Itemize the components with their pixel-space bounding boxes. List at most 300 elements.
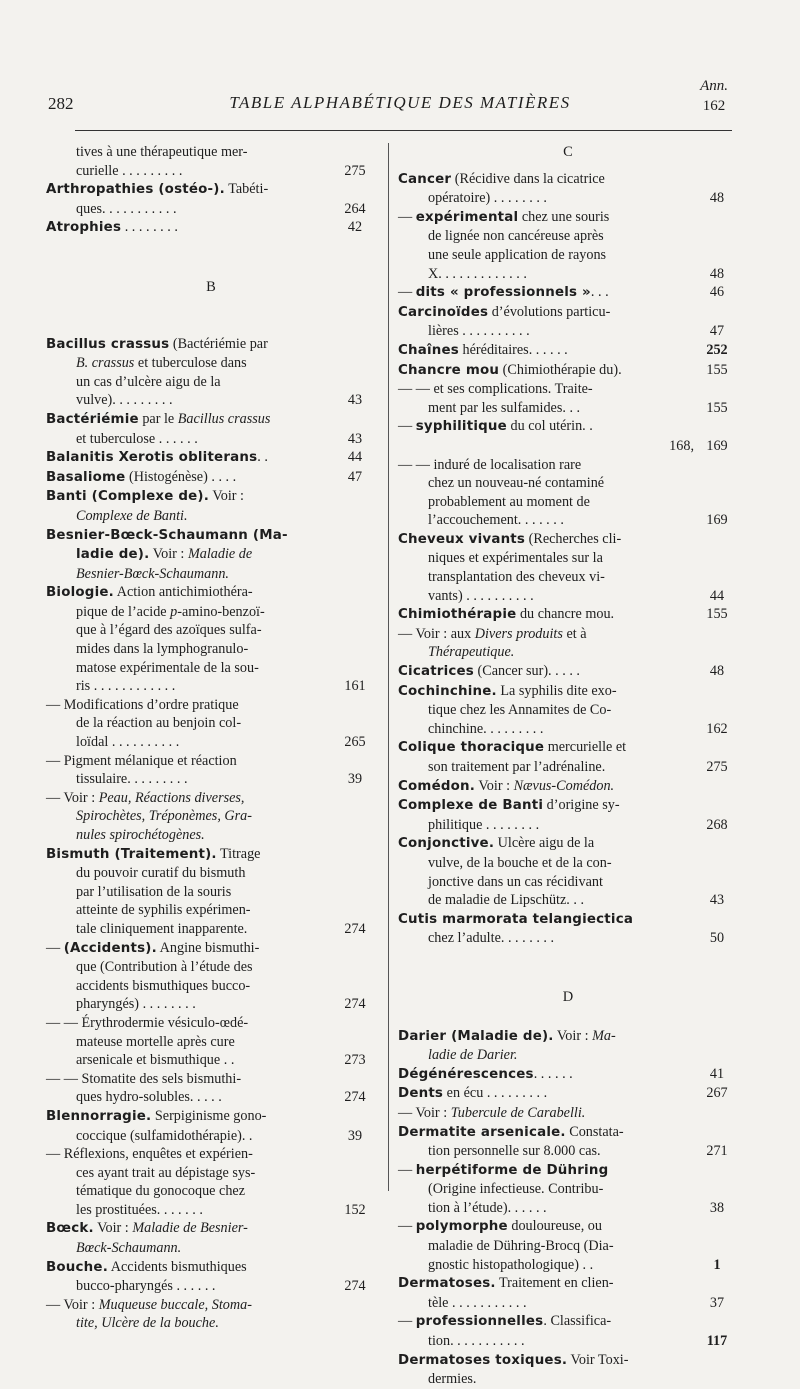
page-reference: 48 bbox=[709, 663, 725, 680]
entry-line bbox=[398, 530, 738, 550]
entry-text: par l’utilisation de la souris bbox=[76, 883, 232, 900]
entry-text: vulve). . . . . . . . . bbox=[76, 392, 173, 409]
entry-text: jonctive dans un cas récidivant bbox=[428, 873, 603, 890]
left-column bbox=[46, 143, 376, 1333]
entry-text: — Pigment mélanique et réaction bbox=[46, 752, 237, 769]
page-reference: 1 bbox=[713, 1256, 721, 1273]
entry-line bbox=[398, 361, 738, 381]
entry-headword: Arthropathies (ostéo-). bbox=[46, 182, 225, 198]
entry-text: coccique (sulfamidothérapie). . bbox=[76, 1127, 253, 1144]
entry-text: une seule application de rayons bbox=[428, 246, 607, 263]
index-entry bbox=[398, 1123, 738, 1161]
entry-text: (Récidive dans la cicatrice bbox=[451, 170, 605, 187]
entry-text: . . . . . . bbox=[533, 1065, 573, 1082]
entry-text: arsenicale et bismuthique . . bbox=[76, 1052, 235, 1069]
entry-line bbox=[46, 1145, 376, 1164]
entry-text: Angine bismuthi- bbox=[156, 939, 260, 956]
entry-text: curielle . . . . . . . . . bbox=[76, 162, 183, 179]
index-entry bbox=[398, 1084, 738, 1104]
entry-line bbox=[398, 816, 738, 835]
entry-text: Traitement en clien- bbox=[495, 1275, 614, 1292]
entry-line bbox=[46, 883, 376, 902]
entry-text: chez l’adulte. . . . . . . . bbox=[428, 930, 555, 947]
entry-text: — bbox=[46, 939, 64, 956]
entry-headword: Basaliome bbox=[46, 469, 126, 485]
volume-number: 162 bbox=[702, 98, 726, 114]
entry-text: Serpiginisme gono- bbox=[151, 1107, 267, 1124]
page-reference: 275 bbox=[706, 759, 728, 775]
entry-text: — Voir : bbox=[46, 789, 99, 806]
entry-text: — bbox=[398, 208, 416, 225]
header-rule bbox=[75, 130, 732, 131]
index-entry bbox=[398, 380, 738, 417]
index-entry bbox=[46, 143, 376, 180]
entry-italic-text: Complexe de Banti. bbox=[76, 507, 188, 524]
entry-text: opératoire) . . . . . . . . bbox=[428, 190, 547, 207]
index-entry bbox=[46, 752, 376, 789]
entry-line bbox=[398, 283, 738, 303]
entry-text: gnostic histopathologique) . . bbox=[428, 1256, 594, 1273]
entry-text: douloureuse, ou bbox=[507, 1218, 602, 1235]
entry-text: ques. . . . . . . . . . . bbox=[76, 200, 177, 217]
entry-text: mercurielle et bbox=[544, 739, 627, 756]
entry-line bbox=[46, 864, 376, 883]
entry-text: du chancre mou. bbox=[516, 606, 615, 623]
entry-italic-text: p bbox=[170, 603, 178, 620]
entry-text: chez un nouveau-né contaminé bbox=[428, 475, 605, 492]
page-reference: 275 bbox=[344, 162, 366, 179]
entry-line bbox=[398, 1180, 738, 1199]
entry-line bbox=[398, 1351, 738, 1371]
entry-line bbox=[46, 770, 376, 789]
entry-line bbox=[46, 845, 376, 865]
entry-text: . . . bbox=[590, 284, 609, 301]
entry-headword: dits « professionnels » bbox=[415, 285, 591, 301]
entry-headword: Cochinchine. bbox=[398, 683, 497, 699]
entry-text: un cas d’ulcère aigu de la bbox=[76, 373, 221, 390]
entry-text: La syphilis dite exo- bbox=[496, 682, 617, 699]
entry-text: Titrage bbox=[216, 845, 261, 862]
entry-italic-text: Thérapeutique. bbox=[428, 644, 515, 661]
entry-line bbox=[46, 468, 376, 488]
page-reference: 274 bbox=[344, 920, 366, 937]
entry-line bbox=[398, 265, 738, 284]
entry-text: — — Stomatite des sels bismuthi- bbox=[46, 1070, 242, 1087]
entry-headword: professionnelles bbox=[415, 1314, 544, 1330]
entry-line bbox=[398, 456, 738, 475]
annales-reference bbox=[700, 76, 728, 116]
entry-text: . . bbox=[257, 449, 268, 466]
index-entry bbox=[46, 845, 376, 939]
index-entry bbox=[46, 1296, 376, 1333]
entry-line bbox=[46, 218, 376, 238]
index-entry bbox=[46, 335, 376, 410]
entry-line bbox=[46, 200, 376, 219]
entry-line bbox=[398, 1123, 738, 1143]
entry-headword: Bœck. bbox=[46, 1221, 94, 1237]
entry-line bbox=[398, 1237, 738, 1256]
entry-text: — Réflexions, enquêtes et expérien- bbox=[46, 1146, 253, 1163]
page-reference: 39 bbox=[347, 771, 363, 788]
entry-headword: Comédon. bbox=[398, 778, 476, 794]
entry-line bbox=[398, 246, 738, 265]
entry-text: loïdal . . . . . . . . . . bbox=[76, 734, 180, 751]
entry-italic-text: Peau, Réactions diverses, bbox=[98, 789, 245, 806]
page-reference: 43 bbox=[709, 892, 725, 909]
index-entry bbox=[398, 1027, 738, 1065]
index-entry bbox=[398, 605, 738, 625]
page-reference: 50 bbox=[709, 930, 725, 947]
entry-text: niques et expérimentales sur la bbox=[428, 550, 603, 567]
entry-text: — — et ses complications. Traite- bbox=[398, 381, 593, 398]
page-reference: 48 bbox=[709, 190, 725, 207]
entry-text: l’accouchement. . . . . . . bbox=[428, 512, 564, 529]
entry-headword: Cancer bbox=[398, 171, 452, 187]
column-separator bbox=[388, 143, 389, 1191]
entry-headword: Chancre mou bbox=[398, 362, 500, 378]
index-entry bbox=[398, 208, 738, 283]
entry-headword: Chimiothérapie bbox=[398, 607, 517, 623]
entry-text: Voir : bbox=[93, 1220, 133, 1237]
entry-text: — bbox=[398, 1161, 416, 1178]
entry-line bbox=[398, 1161, 738, 1181]
entry-text: tique chez les Annamites de Co- bbox=[428, 702, 612, 719]
entry-italic-text: nules spirochétogènes. bbox=[76, 827, 205, 843]
index-entry bbox=[398, 682, 738, 739]
entry-line bbox=[398, 605, 738, 625]
entry-line bbox=[46, 1296, 376, 1315]
entry-line bbox=[46, 373, 376, 392]
entry-text: -amino-benzoï- bbox=[177, 603, 265, 620]
entry-line bbox=[46, 583, 376, 603]
entry-line bbox=[398, 682, 738, 702]
index-entry bbox=[398, 1274, 738, 1312]
entry-line bbox=[398, 341, 738, 361]
entry-line bbox=[46, 180, 376, 200]
entry-headword: Bactériémie bbox=[46, 411, 139, 427]
entry-italic-text: Nævus-Comédon. bbox=[513, 777, 615, 794]
entry-line bbox=[398, 1084, 738, 1104]
index-entry bbox=[46, 789, 376, 845]
entry-italic-text: Tubercule de Carabelli. bbox=[450, 1104, 586, 1121]
entry-line bbox=[46, 565, 376, 584]
entry-headword: Atrophies bbox=[46, 220, 122, 236]
index-entry bbox=[398, 1351, 738, 1389]
entry-headword: Darier (Maladie de). bbox=[398, 1028, 554, 1044]
page-reference: 43 bbox=[347, 392, 363, 409]
index-entry bbox=[46, 583, 376, 696]
entry-line bbox=[398, 910, 738, 930]
index-entry bbox=[46, 468, 376, 488]
entry-text: . . . . . . . . bbox=[121, 219, 178, 236]
entry-line bbox=[398, 227, 738, 246]
entry-text: Voir : bbox=[149, 546, 188, 563]
entry-text: d’évolutions particu- bbox=[488, 303, 611, 320]
entry-line bbox=[46, 603, 376, 622]
index-entry bbox=[398, 910, 738, 948]
entry-line bbox=[46, 430, 376, 449]
page-reference: 117 bbox=[706, 1333, 728, 1350]
entry-line bbox=[46, 677, 376, 696]
page-reference: 44 bbox=[709, 587, 725, 604]
entry-line bbox=[398, 303, 738, 323]
section-letter: D bbox=[562, 988, 574, 1005]
entry-text: 168, bbox=[669, 437, 694, 454]
index-entry bbox=[398, 662, 738, 682]
entry-text: dermies. bbox=[428, 1371, 477, 1388]
entry-text: ques hydro-solubles. . . . . bbox=[76, 1089, 222, 1106]
page-reference: 162 bbox=[706, 720, 728, 737]
entry-text: (Bactériémie par bbox=[169, 335, 268, 352]
entry-line bbox=[398, 417, 738, 437]
entry-text: atteinte de syphilis expérimen- bbox=[76, 902, 251, 919]
page-reference: 43 bbox=[347, 430, 363, 447]
entry-line bbox=[46, 335, 376, 355]
page-reference: 152 bbox=[344, 1201, 366, 1218]
entry-line bbox=[398, 568, 738, 587]
entry-line bbox=[398, 1217, 738, 1237]
page-reference: 274 bbox=[344, 1278, 366, 1295]
page-reference: 42 bbox=[347, 219, 363, 236]
entry-line bbox=[398, 873, 738, 892]
index-entry bbox=[398, 777, 738, 797]
entry-headword: Complexe de Banti bbox=[398, 798, 544, 814]
index-entry bbox=[46, 218, 376, 238]
entry-text: vulve, de la bouche et de la con- bbox=[428, 854, 612, 871]
entry-line bbox=[398, 1274, 738, 1294]
entry-headword: Dermatoses toxiques. bbox=[398, 1352, 568, 1368]
entry-text: en écu . . . . . . . . . bbox=[443, 1085, 548, 1102]
entry-text: vants) . . . . . . . . . . bbox=[428, 587, 534, 604]
entry-text: et à bbox=[562, 625, 587, 642]
entry-headword: Dermatoses. bbox=[398, 1276, 496, 1292]
index-entry bbox=[398, 1312, 738, 1350]
entry-text: mateuse mortelle après cure bbox=[76, 1033, 235, 1050]
index-entry bbox=[398, 625, 738, 662]
entry-text: chinchine. . . . . . . . . bbox=[428, 720, 544, 737]
entry-line bbox=[46, 826, 376, 845]
index-entry bbox=[398, 170, 738, 208]
entry-line bbox=[398, 549, 738, 568]
index-entry bbox=[398, 1104, 738, 1123]
entry-line bbox=[46, 526, 376, 546]
index-entry bbox=[46, 487, 376, 525]
page-reference: 161 bbox=[344, 678, 366, 695]
entry-line bbox=[46, 1314, 376, 1333]
page-reference: 37 bbox=[709, 1294, 725, 1311]
entry-text: d’origine sy- bbox=[543, 797, 620, 814]
entry-line bbox=[398, 170, 738, 190]
running-title: TABLE ALPHABÉTIQUE DES MATIÈRES bbox=[229, 93, 571, 112]
section-letter: B bbox=[206, 278, 216, 295]
entry-line bbox=[46, 354, 376, 373]
index-entry bbox=[46, 696, 376, 752]
entry-headword: Cheveux vivants bbox=[398, 531, 526, 547]
entry-line bbox=[46, 162, 376, 181]
entry-text: maladie de Dühring-Brocq (Dia- bbox=[428, 1238, 614, 1255]
entry-text: ris . . . . . . . . . . . . bbox=[76, 678, 176, 695]
entry-headword: Colique thoracique bbox=[398, 740, 545, 756]
index-entry bbox=[46, 526, 376, 584]
entry-headword: ladie de). bbox=[76, 547, 150, 563]
entry-text: Constata- bbox=[565, 1123, 624, 1140]
entry-headword: syphilitique bbox=[415, 419, 507, 435]
entry-headword: polymorphe bbox=[415, 1219, 508, 1235]
index-entry bbox=[398, 738, 738, 776]
entry-text: . Classifica- bbox=[543, 1313, 612, 1330]
entry-line bbox=[46, 448, 376, 468]
entry-italic-text: ladie de Darier. bbox=[428, 1047, 518, 1064]
entry-line bbox=[398, 738, 738, 758]
entry-line bbox=[398, 1142, 738, 1161]
entry-line bbox=[398, 322, 738, 341]
entry-headword: Dents bbox=[398, 1086, 444, 1102]
entry-line bbox=[46, 1182, 376, 1201]
index-entry bbox=[46, 1219, 376, 1257]
entry-text: Action antichimiothéra- bbox=[113, 584, 253, 601]
entry-line bbox=[46, 640, 376, 659]
entry-headword: herpétiforme de Dühring bbox=[415, 1162, 609, 1178]
entry-line bbox=[398, 1046, 738, 1065]
entry-text: — bbox=[398, 1218, 416, 1235]
entry-line bbox=[398, 1104, 738, 1123]
entry-italic-text: Muqueuse buccale, Stoma- bbox=[98, 1296, 252, 1313]
entry-line bbox=[398, 929, 738, 948]
page-reference: 47 bbox=[709, 323, 725, 340]
entry-line bbox=[46, 995, 376, 1014]
entry-text: — — Érythrodermie vésiculo-œdé- bbox=[46, 1014, 249, 1031]
entry-headword: Blennorragie. bbox=[46, 1108, 152, 1124]
entry-line bbox=[398, 189, 738, 208]
entry-line bbox=[46, 507, 376, 526]
entry-headword: Banti (Complexe de). bbox=[46, 489, 210, 505]
entry-text: accidents bismuthiques bucco- bbox=[76, 977, 251, 994]
entry-line bbox=[398, 625, 738, 644]
entry-text: — — induré de localisation rare bbox=[398, 456, 582, 473]
entry-line bbox=[398, 701, 738, 720]
entry-text: pique de l’acide bbox=[76, 603, 171, 620]
entry-line bbox=[398, 777, 738, 797]
index-entry bbox=[398, 530, 738, 605]
entry-line bbox=[398, 1027, 738, 1047]
index-entry bbox=[398, 1217, 738, 1274]
entry-line bbox=[46, 391, 376, 410]
index-entry bbox=[398, 456, 738, 530]
entry-headword: Bacillus crassus bbox=[46, 336, 170, 352]
entry-text: mides dans la lymphogranulo- bbox=[76, 641, 249, 658]
entry-text: Ulcère aigu de la bbox=[494, 835, 595, 852]
entry-text: (Origine infectieuse. Contribu- bbox=[428, 1181, 604, 1198]
entry-italic-text: B. crassus bbox=[76, 355, 135, 372]
entry-line bbox=[398, 511, 738, 530]
entry-headword: Conjonctive. bbox=[398, 836, 495, 852]
entry-text: (Recherches cli- bbox=[525, 530, 622, 547]
entry-line bbox=[398, 1199, 738, 1218]
index-entry bbox=[398, 341, 738, 361]
entry-line bbox=[46, 1051, 376, 1070]
entry-line bbox=[398, 380, 738, 399]
entry-headword: Biologie. bbox=[46, 585, 114, 601]
entry-text: de la réaction au benjoin col- bbox=[76, 715, 242, 732]
entry-headword: (Accidents). bbox=[63, 940, 157, 956]
entry-headword: Dégénérescences bbox=[398, 1066, 534, 1082]
entry-line bbox=[398, 493, 738, 512]
page-reference: 155 bbox=[706, 399, 728, 416]
entry-line bbox=[46, 545, 376, 565]
index-entry bbox=[398, 417, 738, 455]
page-reference: 39 bbox=[347, 1127, 363, 1144]
entry-text: Accidents bismuthiques bbox=[107, 1258, 247, 1275]
entry-text: probablement au moment de bbox=[428, 493, 590, 510]
entry-italic-text: Maladie de Besnier- bbox=[132, 1220, 248, 1237]
entry-line bbox=[398, 474, 738, 493]
entry-text: chez une souris bbox=[518, 208, 610, 225]
entry-italic-text: Spirochètes, Tréponèmes, Gra- bbox=[76, 808, 253, 825]
entry-headword: Cicatrices bbox=[398, 664, 474, 680]
page-number: 282 bbox=[48, 94, 74, 113]
entry-text: tion personnelle sur 8.000 cas. bbox=[428, 1143, 601, 1160]
entry-line bbox=[46, 789, 376, 808]
entry-headword: Chaînes bbox=[398, 342, 459, 358]
entry-text: tissulaire. . . . . . . . . bbox=[76, 771, 188, 788]
entry-line bbox=[398, 643, 738, 662]
entry-italic-text: Divers produits bbox=[474, 625, 563, 642]
entry-line bbox=[398, 208, 738, 228]
page-reference: 268 bbox=[706, 816, 728, 833]
page-reference: 271 bbox=[706, 1143, 728, 1160]
entry-line bbox=[398, 854, 738, 873]
entry-line bbox=[46, 659, 376, 678]
entry-italic-text: Bœck-Schaumann. bbox=[76, 1240, 182, 1257]
entry-line bbox=[398, 1332, 738, 1351]
entry-line bbox=[46, 1088, 376, 1107]
entry-line bbox=[46, 807, 376, 826]
index-entry bbox=[398, 361, 738, 381]
entry-text: que (Contribution à l’étude des bbox=[76, 959, 253, 976]
entry-text: tale cliniquement inapparente. bbox=[76, 920, 248, 937]
entry-text: transplantation des cheveux vi- bbox=[428, 569, 605, 586]
entry-line bbox=[46, 1107, 376, 1127]
entry-headword: Cutis marmorata telangiectica bbox=[398, 911, 634, 927]
entry-text: Voir : bbox=[475, 777, 514, 794]
entry-line bbox=[398, 720, 738, 739]
entry-line bbox=[398, 437, 738, 456]
page-reference: 169 bbox=[706, 512, 728, 529]
index-entry bbox=[46, 939, 376, 1014]
entry-line bbox=[46, 1127, 376, 1146]
entry-italic-text: Bacillus crassus bbox=[177, 410, 271, 427]
index-entry bbox=[46, 1145, 376, 1219]
entry-text: son traitement par l’adrénaline. bbox=[428, 759, 606, 775]
entry-text: par le bbox=[138, 410, 178, 427]
entry-line bbox=[46, 1258, 376, 1278]
entry-text: — bbox=[398, 1313, 416, 1330]
index-entry bbox=[46, 1107, 376, 1145]
entry-text: tématique du gonocoque chez bbox=[76, 1183, 246, 1200]
entry-text: Voir : bbox=[209, 488, 245, 505]
entry-line bbox=[46, 410, 376, 430]
page-reference: 267 bbox=[706, 1085, 728, 1102]
index-entry bbox=[398, 303, 738, 341]
entry-line bbox=[398, 834, 738, 854]
index-entry bbox=[398, 834, 738, 909]
entry-line bbox=[46, 487, 376, 507]
right-column bbox=[398, 143, 738, 1389]
entry-line bbox=[46, 920, 376, 939]
entry-line bbox=[46, 1033, 376, 1052]
entry-text: (Chimiothérapie du). bbox=[499, 361, 622, 378]
entry-line bbox=[46, 696, 376, 715]
